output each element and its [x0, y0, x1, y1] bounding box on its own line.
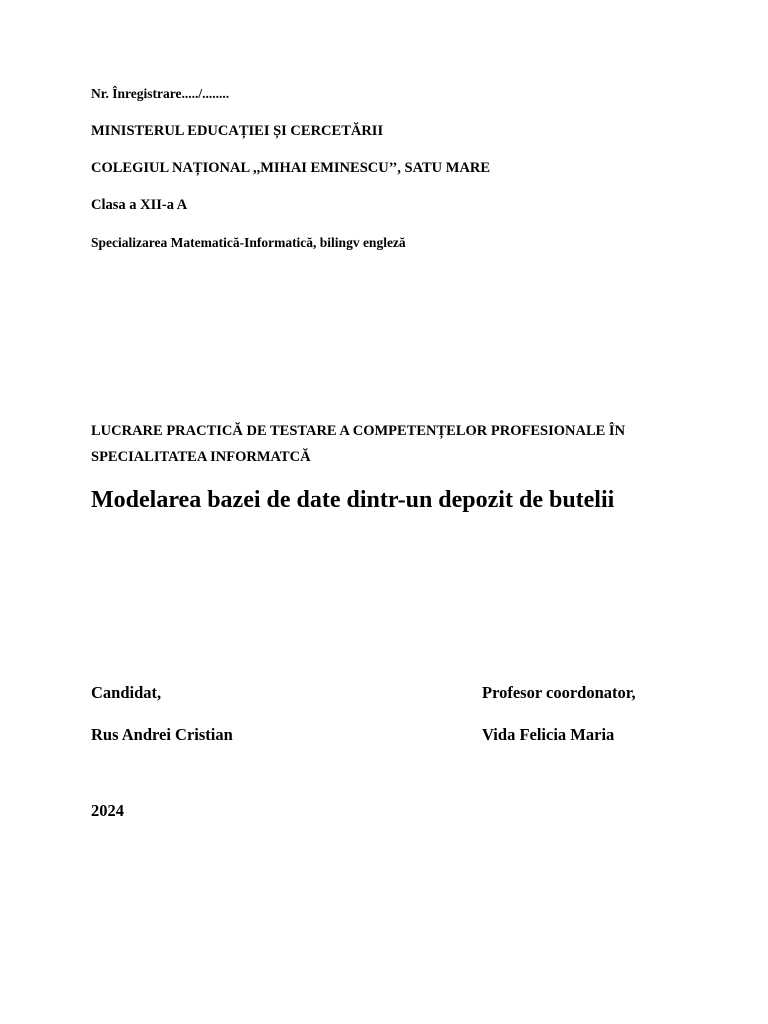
candidate-name: Rus Andrei Cristian: [91, 725, 233, 744]
candidate-label: Candidat,: [91, 683, 162, 702]
coordinator-name: Vida Felicia Maria: [482, 725, 615, 744]
specialization-label: Specializarea Matematică-Informatică, bilingv engleză: [91, 235, 406, 250]
class-label: Clasa a XII-a A: [91, 197, 188, 213]
ministry-name: MINISTERUL EDUCAȚIEI ȘI CERCETĂRII: [91, 123, 384, 139]
document-year: 2024: [91, 801, 124, 820]
college-name: COLEGIUL NAȚIONAL ,,MIHAI EMINESCU’’, SATU MARE: [91, 160, 491, 176]
registration-number: Nr. Înregistrare...../........: [91, 86, 230, 101]
document-title: Modelarea bazei de date dintr-un depozit de butelii: [91, 487, 615, 513]
work-type-line-1: LUCRARE PRACTICĂ DE TESTARE A COMPETENȚELOR PROFESIONALE ÎN: [91, 423, 626, 439]
coordinator-label: Profesor coordonator,: [482, 683, 636, 702]
work-type-line-2: SPECIALITATEA INFORMATCĂ: [91, 449, 311, 465]
